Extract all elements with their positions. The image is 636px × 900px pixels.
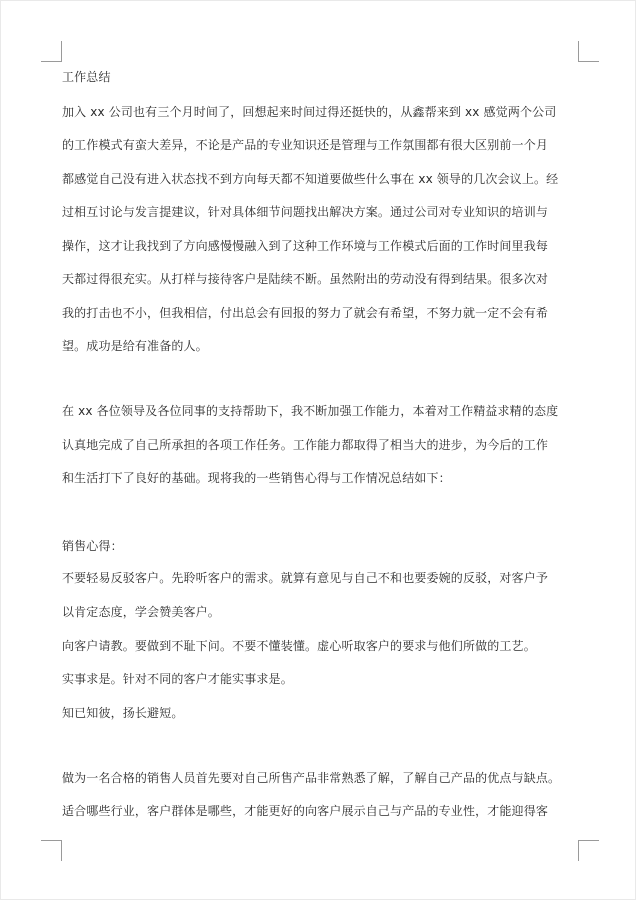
text-line: 知已知彼，扬长避短。 [62,706,184,720]
corner-mark-bottom-left [41,840,62,861]
text-line: 的工作模式有蛮大差异，不论是产品的专业知识还是管理与工作氛围都有很大区别前一个月 [62,138,549,152]
text-line: 天都过得很充实。从打样与接待客户是陆续不断。虽然附出的劳动没有得到结果。很多次对 [62,272,549,286]
text-line: 过相互讨论与发言提建议，针对具体细节问题找出解决方案。通过公司对专业知识的培训与 [62,205,549,219]
corner-mark-top-right [578,41,599,62]
text-line: 实事求是。针对不同的客户才能实事求是。 [62,672,293,686]
section-heading: 销售心得： [62,539,123,553]
text-line: 加入 xx 公司也有三个月时间了，回想起来时间过得还挺快的，从鑫帮来到 xx 感觉两个公司 [62,105,557,119]
text-line: 我的打击也不小，但我相信，付出总会有回报的努力了就会有希望，不努力就一定不会有希 [62,306,549,320]
text-line: 在 xx 各位领导及各位同事的支持帮助下，我不断加强工作能力，本着对工作精益求精的态度 [62,404,559,418]
text-line: 不要轻易反驳客户。先聆听客户的需求。就算有意见与自己不和也要委婉的反驳，对客户予 [62,571,549,585]
text-line: 做为一名合格的销售人员首先要对自己所售产品非常熟悉了解，了解自己产品的优点与缺点。 [62,771,561,785]
text-line: 适合哪些行业，客户群体是哪些，才能更好的向客户展示自己与产品的专业性，才能迎得客 [62,804,549,818]
text-line: 都感觉自己没有进入状态找不到方向每天都不知道要做些什么事在 xx 领导的几次会议上。经 [62,172,559,186]
text-line: 望。成功是给有准备的人。 [62,339,208,353]
text-line: 以肯定态度，学会赞美客户。 [62,605,220,619]
text-line: 向客户请教。要做到不耻下问。不要不懂装懂。虚心听取客户的要求与他们所做的工艺。 [62,639,536,653]
corner-mark-top-left [41,41,62,62]
document-title: 工作总结 [62,70,111,84]
corner-mark-bottom-right [578,840,599,861]
text-line: 认真地完成了自己所承担的各项工作任务。工作能力都取得了相当大的进步，为今后的工作 [62,438,549,452]
text-line: 和生活打下了良好的基础。现将我的一些销售心得与工作情况总结如下： [62,471,451,485]
text-line: 操作，这才让我找到了方向感慢慢融入到了这种工作环境与工作模式后面的工作时间里我每 [62,239,549,253]
